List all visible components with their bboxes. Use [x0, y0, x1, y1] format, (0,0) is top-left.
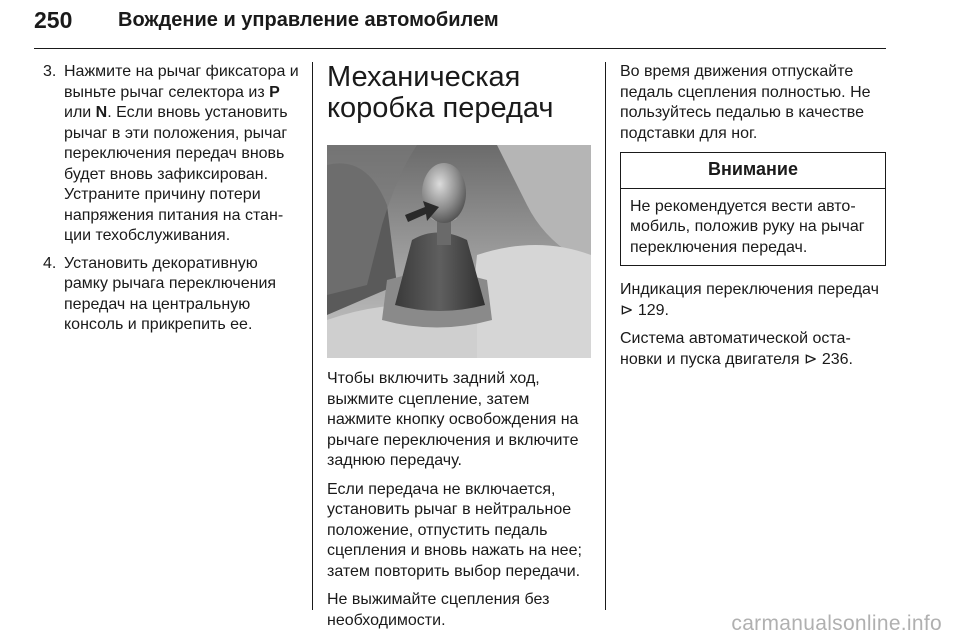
notice-box: [620, 152, 886, 266]
step-list: [36, 62, 300, 336]
reference-text: Индикация переключения передач: [620, 281, 879, 298]
column-middle: [327, 62, 592, 639]
chapter-title: Вождение и управление автомобилем: [118, 9, 499, 31]
step-number: 3.: [43, 63, 57, 80]
chevron-right-icon: ⊳: [803, 350, 818, 368]
column-left: [36, 62, 300, 343]
section-title: [327, 62, 592, 124]
reference-page[interactable]: 129.: [637, 301, 669, 319]
paragraph: Чтобы включить задний ход, выжмите сцепление, затем нажмите кнопку освобождения на рычаге переключения и включите заднюю передачу.: [327, 370, 579, 469]
step-text: Нажмите на рычаг фиксатора и выньте рычаг селектора из: [64, 63, 299, 101]
gear-position-n: N: [95, 104, 108, 121]
list-item: [36, 254, 300, 336]
section-title-line: Механическая: [327, 61, 521, 93]
column-right: [620, 62, 886, 378]
reference-page[interactable]: 236.: [821, 350, 853, 368]
step-text: или: [64, 104, 96, 121]
reference-text: Система автоматической остановки и пуска двигателя: [620, 330, 851, 368]
cross-reference: [620, 280, 886, 321]
column-divider: [312, 62, 313, 610]
paragraph: Если передача не включается, установить рычаг в нейтральное положение, отпустить педаль сцепления и вновь нажать на нее; затем повторить выбор передачи.: [327, 480, 582, 580]
step-text: Установить декоративную рамку рычага переключения передач на центральную консоль и прикрепить ее.: [64, 254, 277, 333]
step-text: . Если вновь установить рычаг в эти положения, рычаг переключения передач вновь будет вновь зафиксирован. Устраните причину потери напряжения питания на станции техобслуживания.: [64, 104, 288, 244]
gear-lever-illustration: [327, 145, 591, 358]
step-number: 4.: [43, 254, 57, 272]
cross-reference: [620, 329, 886, 370]
paragraph: Во время движения отпускайте педаль сцепления полностью. Не пользуйтесь педалью в качестве подставки для ног.: [620, 63, 871, 142]
list-item: [36, 62, 300, 247]
gear-lever-image: [327, 145, 591, 358]
chevron-right-icon: ⊳: [620, 301, 634, 319]
notice-text: Не рекомендуется вести автомобиль, положив руку на рычаг переключения передач.: [630, 197, 865, 256]
paragraph: Не выжимайте сцепления без необходимости.: [327, 591, 550, 629]
notice-title: Внимание: [621, 153, 885, 189]
header-divider: [34, 48, 886, 49]
page-header: [34, 7, 886, 47]
section-title-line: коробка передач: [327, 92, 554, 124]
watermark: carmanualsonline.info: [731, 612, 942, 635]
column-divider: [605, 62, 606, 610]
gear-position-p: P: [269, 83, 280, 101]
page-number: 250: [34, 7, 73, 33]
